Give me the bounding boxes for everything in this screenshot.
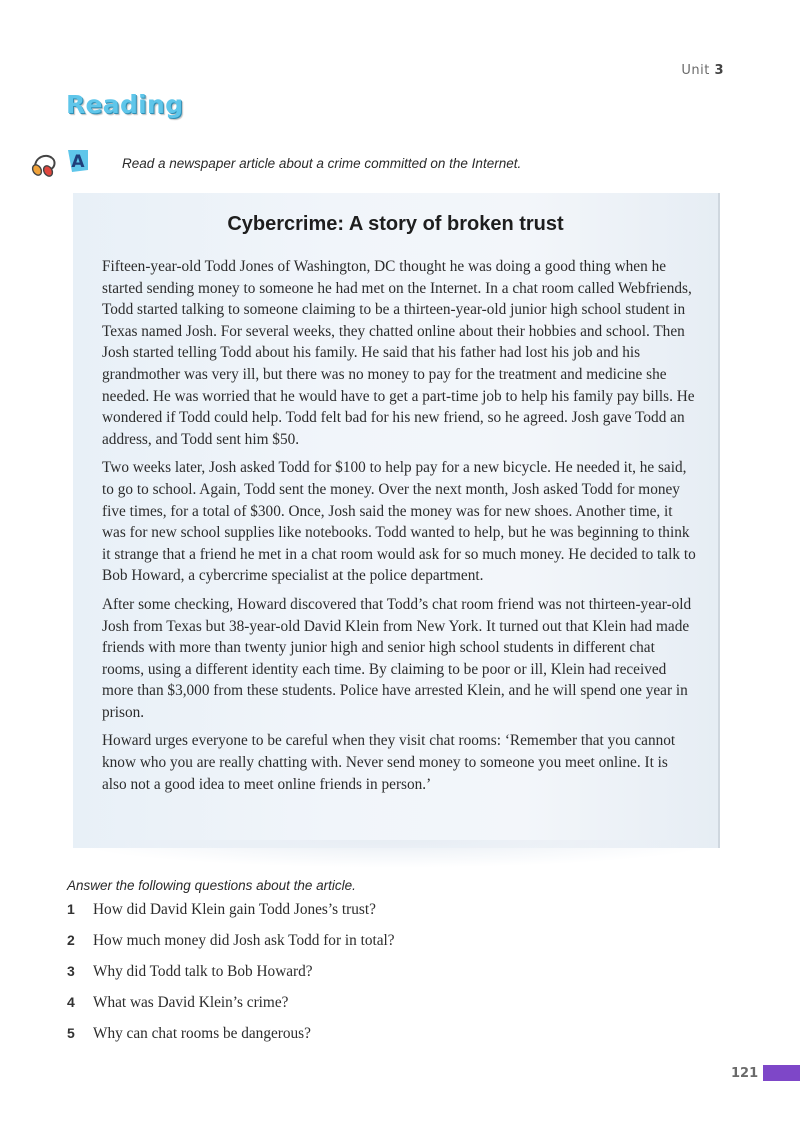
headphones-icon[interactable] bbox=[30, 150, 60, 178]
task-badge-letter: A bbox=[71, 152, 85, 172]
question-text: How did David Klein gain Todd Jones’s trust? bbox=[93, 901, 376, 918]
article-paragraph: After some checking, Howard discovered that Todd’s chat room friend was not thirteen-year-old Josh from Texas but 38-year-old David Klein from New York. It turned out that Klein had made friends with more than twenty junior high and senior high school students in different chat rooms, using a different identity each time. By claiming to be poor or ill, Klein had received more than $3,000 from these students. Police have arrested Klein, and he will spend one year in prison. bbox=[102, 595, 692, 721]
question-text: Why did Todd talk to Bob Howard? bbox=[93, 963, 313, 980]
article-panel bbox=[73, 193, 718, 848]
page-accent-bar bbox=[763, 1065, 800, 1081]
question-number: 3 bbox=[67, 963, 75, 979]
unit-label-text: Unit bbox=[681, 63, 710, 78]
questions-intro: Answer the following questions about the article. bbox=[67, 878, 356, 893]
article-paragraph: Howard urges everyone to be careful when they visit chat rooms: ‘Remember that you cannot know who you are really chatting with. Never send money to someone you meet online. It is also not a good idea to meet online friends in person.’ bbox=[102, 732, 676, 793]
article-paragraph: Two weeks later, Josh asked Todd for $100 to help pay for a new bicycle. He needed it, he said, to go to school. Again, Todd sent the money. Over the next month, Josh asked Todd for money five times, for a total of $300. Once, Josh said the money was for new shoes. Another time, it was for new school supplies like notebooks. Todd wanted to help, but he was beginning to think it strange that a friend he met in a chat room would ask for so much money. He decided to talk to Bob Howard, a cybercrime specialist at the police department. bbox=[102, 459, 696, 585]
question-item bbox=[67, 901, 707, 932]
questions-list bbox=[67, 901, 707, 1056]
task-badge bbox=[66, 148, 90, 174]
question-number: 1 bbox=[67, 901, 75, 917]
page-number: 121 bbox=[731, 1066, 759, 1081]
article-body bbox=[102, 256, 696, 802]
question-item bbox=[67, 994, 707, 1025]
question-item bbox=[67, 963, 707, 994]
section-title: Reading bbox=[66, 90, 184, 119]
question-text: What was David Klein’s crime? bbox=[93, 994, 289, 1011]
article-title: Cybercrime: A story of broken trust bbox=[227, 213, 564, 235]
article-paragraph: Fifteen-year-old Todd Jones of Washington, DC thought he was doing a good thing when he started sending money to someone he had met on the Internet. In a chat room called Webfriends, Todd started talking to someone claiming to be a thirteen-year-old junior high school student in Texas named Josh. For several weeks, they chatted online about their hobbies and school. Then Josh started telling Todd about his family. He said that his father had lost his job and his grandmother was very ill, but there was no money to pay for the treatment and medicine she needed. He was worried that he would have to get a part-time job to help his family pay bills. He wondered if Todd could help. Todd felt bad for his new friend, so he agreed. Josh gave Todd an address, and Todd sent him $50. bbox=[102, 258, 695, 448]
question-number: 2 bbox=[67, 932, 75, 948]
unit-number: 3 bbox=[714, 63, 724, 78]
question-number: 4 bbox=[67, 994, 75, 1010]
unit-label bbox=[681, 63, 724, 78]
task-row bbox=[30, 146, 770, 182]
question-item bbox=[67, 1025, 707, 1056]
question-text: How much money did Josh ask Todd for in total? bbox=[93, 932, 395, 949]
question-text: Why can chat rooms be dangerous? bbox=[93, 1025, 311, 1042]
task-instruction: Read a newspaper article about a crime committed on the Internet. bbox=[122, 156, 522, 171]
question-number: 5 bbox=[67, 1025, 75, 1041]
question-item bbox=[67, 932, 707, 963]
